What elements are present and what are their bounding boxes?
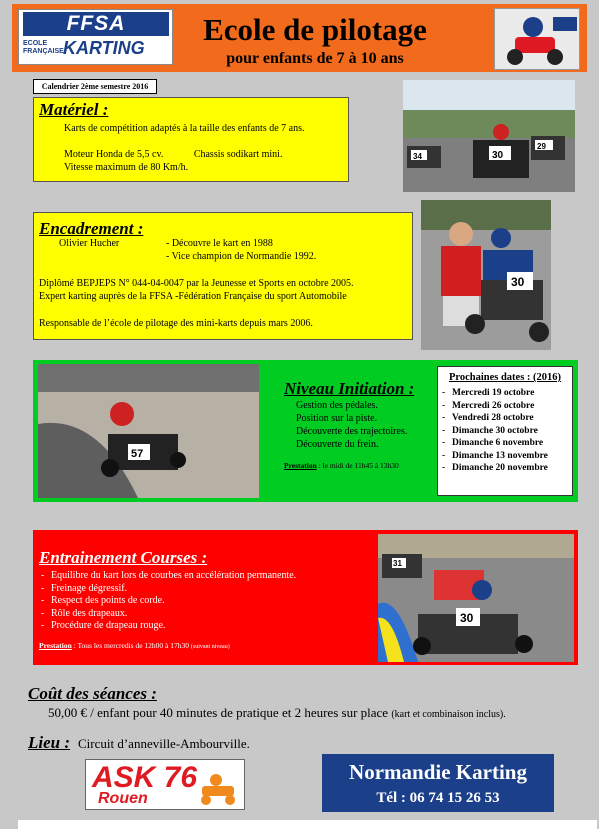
kart-number-29: 29 (537, 142, 546, 151)
kart-icon (196, 772, 240, 806)
ask76-logo (85, 759, 245, 810)
lieu-title: Lieu : (28, 733, 71, 752)
initiation-item: Gestion des pédales. (296, 400, 378, 411)
ffsa-logo-line2: FRANÇAISE (23, 48, 64, 55)
instructor-responsable: Responsable de l’école de pilotage des mini-karts depuis mars 2006. (39, 318, 313, 329)
bottom-bar (18, 820, 597, 829)
entrainement-item: - Procédure de drapeau rouge. (51, 620, 377, 633)
dates-list (438, 387, 572, 475)
photo-karts-start (403, 80, 575, 192)
ffsa-karting-logo (18, 9, 173, 65)
dates-box (437, 366, 573, 496)
date-item: - Vendredi 28 octobre (452, 412, 572, 425)
date-item: - Dimanche 30 octobre (452, 425, 572, 438)
encadrement-title: Encadrement : (39, 219, 144, 238)
materiel-speed: Vitesse maximum de 80 Km/h. (64, 162, 189, 173)
encadrement-box (33, 212, 413, 340)
date-item: - Dimanche 13 novembre (452, 450, 572, 463)
entrainement-list (37, 570, 377, 633)
initiation-item: Position sur la piste. (296, 413, 378, 424)
initiation-box (262, 363, 434, 498)
photo-instructor (421, 200, 551, 350)
page-subtitle: pour enfants de 7 à 10 ans (226, 50, 404, 67)
kart-number-31: 31 (393, 559, 402, 568)
cout-title: Coût des séances : (28, 684, 157, 703)
page-title: Ecole de pilotage (203, 12, 427, 47)
materiel-engine: Moteur Honda de 5,5 cv. (64, 149, 164, 160)
entrainement-item: - Rôle des drapeaux. (51, 608, 377, 621)
entrainement-prestation-note: (suivant niveau) (190, 643, 230, 650)
materiel-title: Matériel : (39, 100, 109, 119)
initiation-item: Découverte des trajectoires. (296, 426, 408, 437)
date-item: - Dimanche 20 novembre (452, 462, 572, 475)
instructor-fact2: - Vice champion de Normandie 1992. (166, 251, 317, 262)
entrainement-title: Entrainement Courses : (39, 548, 208, 567)
entrainement-box (37, 548, 377, 658)
initiation-item: Découverte du frein. (296, 439, 379, 450)
initiation-title: Niveau Initiation : (284, 379, 415, 398)
kart-number-30-race: 30 (460, 611, 474, 625)
entrainement-item: - Respect des points de corde. (51, 595, 377, 608)
contact-phone[interactable]: Tél : 06 74 15 26 53 (376, 790, 500, 806)
dates-title: Prochaines dates : (2016) (448, 372, 562, 383)
lieu-text: Circuit d’anneville-Ambourville. (78, 736, 250, 751)
date-item: - Mercredi 19 octobre (452, 387, 572, 400)
entrainement-prestation-text: : Tous les mercredis de 12h00 à 17h30 (73, 640, 190, 650)
ask76-logo-line2: Rouen (98, 790, 148, 807)
photo-initiation-kart (38, 364, 259, 498)
contact-name: Normandie Karting (349, 760, 527, 784)
kart-number-34: 34 (413, 152, 422, 161)
kart-number-30: 30 (492, 150, 504, 161)
kart-cartoon-logo (494, 8, 580, 70)
date-item: - Dimanche 6 novembre (452, 437, 572, 450)
instructor-fact1: - Découvre le kart en 1988 (166, 238, 273, 249)
ffsa-logo-karting: KARTING (63, 38, 145, 58)
date-item: - Mercredi 26 octobre (452, 400, 572, 413)
ffsa-logo-mark: FFSA (23, 12, 169, 36)
ask76-logo-line1: ASK 76 (92, 761, 198, 794)
materiel-line1: Karts de compétition adaptés à la taille des enfants de 7 ans. (64, 123, 305, 134)
kart-number-57: 57 (131, 448, 144, 460)
ffsa-logo-line1: ECOLE (23, 40, 48, 47)
instructor-name: Olivier Hucher (59, 238, 120, 249)
initiation-prestation-text: : le midi de 11h45 à 13h30 (318, 461, 399, 470)
kart-number-30-instructor: 30 (511, 275, 525, 289)
entrainement-item: - Freinage dégressif. (51, 583, 377, 596)
initiation-prestation-label: Prestation (284, 461, 317, 470)
cout-note: (kart et combinaison inclus). (391, 709, 506, 720)
materiel-chassis: Chassis sodikart mini. (193, 149, 283, 160)
cout-price: 50,00 € / enfant pour 40 minutes de pratique et 2 heures sur place (48, 705, 389, 720)
entrainement-item: - Equilibre du kart lors de courbes en accélération permanente. (51, 570, 377, 583)
contact-box (322, 754, 554, 812)
materiel-box (33, 97, 349, 182)
instructor-diploma: Diplômé BEPJEPS N° 044-04-0047 par la Jeunesse et Sports en octobre 2005. (39, 278, 354, 289)
instructor-expert: Expert karting auprès de la FFSA -Fédération Française du sport Automobile (39, 291, 347, 302)
calendar-label: Calendrier 2ème semestre 2016 (33, 79, 157, 94)
entrainement-prestation-label: Prestation (39, 640, 72, 650)
photo-race-karts (378, 534, 574, 662)
